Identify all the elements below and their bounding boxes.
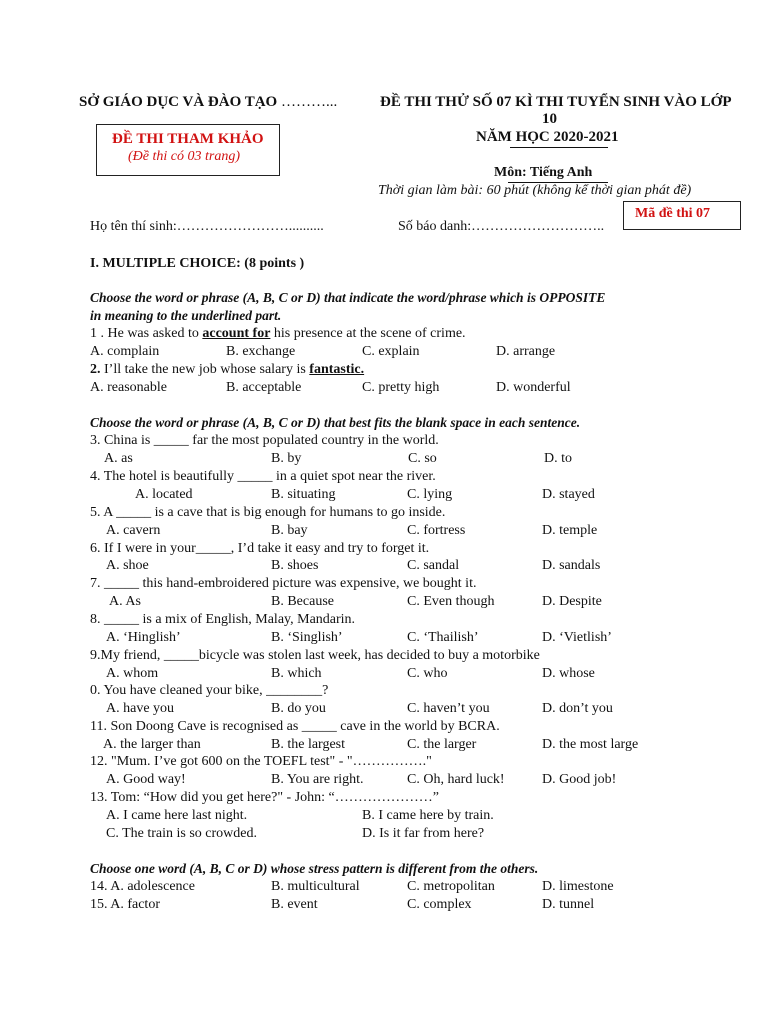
department-heading: SỞ GIÁO DỤC VÀ ĐÀO TẠO ………... — [79, 94, 338, 110]
q3-option-b: B. by — [271, 451, 302, 466]
question-12: 12. "Mum. I’ve got 600 on the TOEFL test" - "……………." — [90, 754, 432, 769]
q5-option-d: D. temple — [542, 523, 598, 538]
q2-option-a: A. reasonable — [90, 380, 167, 395]
q11-option-d: D. the most large — [542, 737, 639, 752]
q10-option-b: B. do you — [271, 701, 326, 716]
candidate-name-field: Họ tên thí sinh:…………………….......... — [90, 219, 324, 234]
q13-option-a: A. I came here last night. — [106, 808, 248, 823]
q10-option-c: C. haven’t you — [407, 701, 490, 716]
q8-option-c: C. ‘Thailish’ — [407, 630, 479, 645]
exam-code: Mã đề thi 07 — [635, 206, 711, 221]
instruction-opposite-line1: Choose the word or phrase (A, B, C or D) that indicate the word/phrase which is OPPOSITE — [90, 290, 606, 305]
q6-option-d: D. sandals — [542, 558, 601, 573]
instruction-stress: Choose one word (A, B, C or D) whose stress pattern is different from the others. — [90, 861, 539, 876]
q8-option-a: A. ‘Hinglish’ — [106, 630, 181, 645]
q8-option-b: B. ‘Singlish’ — [271, 630, 343, 645]
q7-option-c: C. Even though — [407, 594, 495, 609]
q4-option-d: D. stayed — [542, 487, 595, 502]
q3-option-c: C. so — [408, 451, 437, 466]
q9-option-b: B. which — [271, 666, 322, 681]
section-title: I. MULTIPLE CHOICE: (8 points ) — [90, 256, 305, 271]
q11-option-b: B. the largest — [271, 737, 346, 752]
q15-option-d: D. tunnel — [542, 897, 595, 912]
q12-option-c: C. Oh, hard luck! — [407, 772, 505, 787]
question-9: 9.My friend, _____bicycle was stolen last week, has decided to buy a motorbike — [90, 648, 540, 663]
exam-time: Thời gian làm bài: 60 phút (không kể thời gian phát đề) — [378, 183, 692, 198]
subject: Môn: Tiếng Anh — [494, 165, 593, 180]
instruction-fill-blank: Choose the word or phrase (A, B, C or D) that best fits the blank space in each sentence. — [90, 415, 581, 430]
q1-option-d: D. arrange — [496, 344, 556, 359]
q9-option-a: A. whom — [106, 666, 159, 681]
year-underline — [510, 147, 608, 148]
q6-option-a: A. shoe — [106, 558, 149, 573]
candidate-id-field: Số báo danh:……………………….. — [398, 219, 605, 234]
underlined-phrase: fantastic. — [309, 362, 365, 377]
q6-option-c: C. sandal — [407, 558, 460, 573]
q2-option-b: B. acceptable — [226, 380, 302, 395]
q4-option-b: B. situating — [271, 487, 336, 502]
q12-option-b: B. You are right. — [271, 772, 364, 787]
q12-option-a: A. Good way! — [106, 772, 186, 787]
q1-option-c: C. explain — [362, 344, 420, 359]
q14-option-b: B. multicultural — [271, 879, 360, 894]
instruction-opposite-line2: in meaning to the underlined part. — [90, 308, 282, 323]
q5-option-c: C. fortress — [407, 523, 466, 538]
q12-option-d: D. Good job! — [542, 772, 617, 787]
q5-option-a: A. cavern — [106, 523, 161, 538]
underlined-phrase: account for — [202, 326, 271, 341]
q14-option-d: D. limestone — [542, 879, 614, 894]
q4-option-a: A. located — [135, 487, 193, 502]
q1-option-b: B. exchange — [226, 344, 296, 359]
question-10: 0. You have cleaned your bike, ________? — [90, 683, 329, 698]
q9-option-d: D. whose — [542, 666, 595, 681]
q2-option-c: C. pretty high — [362, 380, 440, 395]
question-7: 7. _____ this hand-embroidered picture was expensive, we bought it. — [90, 576, 477, 591]
question-5: 5. A _____ is a cave that is big enough for humans to go inside. — [90, 505, 446, 520]
q10-option-d: D. don’t you — [542, 701, 613, 716]
q10-option-a: A. have you — [106, 701, 175, 716]
reference-exam-title: ĐỀ THI THAM KHẢO — [112, 131, 264, 147]
q6-option-b: B. shoes — [271, 558, 319, 573]
question-1: 1 . He was asked to account for his presence at the scene of crime. — [90, 326, 466, 341]
exam-title-line1: ĐỀ THI THỬ SỐ 07 KÌ THI TUYỂN SINH VÀO LỚP — [380, 94, 732, 110]
q1-option-a: A. complain — [90, 344, 160, 359]
q13-option-d: D. Is it far from here? — [362, 826, 485, 841]
page-count-note: (Đề thi có 03 trang) — [128, 149, 240, 164]
q15-option-b: B. event — [271, 897, 318, 912]
q9-option-c: C. who — [407, 666, 448, 681]
q5-option-b: B. bay — [271, 523, 308, 538]
q7-option-d: D. Despite — [542, 594, 602, 609]
q13-option-b: B. I came here by train. — [362, 808, 494, 823]
q11-option-c: C. the larger — [407, 737, 477, 752]
question-3: 3. China is _____ far the most populated country in the world. — [90, 433, 439, 448]
school-year: NĂM HỌC 2020-2021 — [476, 129, 619, 145]
q14-option-a: 14. A. adolescence — [90, 879, 195, 894]
question-4: 4. The hotel is beautifully _____ in a quiet spot near the river. — [90, 469, 436, 484]
q4-option-c: C. lying — [407, 487, 453, 502]
question-8: 8. _____ is a mix of English, Malay, Mandarin. — [90, 612, 356, 627]
q3-option-a: A. as — [104, 451, 133, 466]
q7-option-a: A. As — [109, 594, 141, 609]
q7-option-b: B. Because — [271, 594, 334, 609]
question-13: 13. Tom: “How did you get here?" - John: “…………………” — [90, 790, 439, 805]
q14-option-c: C. metropolitan — [407, 879, 495, 894]
q11-option-a: A. the larger than — [103, 737, 201, 752]
q15-option-a: 15. A. factor — [90, 897, 160, 912]
q15-option-c: C. complex — [407, 897, 472, 912]
q3-option-d: D. to — [544, 451, 572, 466]
q2-option-d: D. wonderful — [496, 380, 571, 395]
question-6: 6. If I were in your_____, I’d take it easy and try to forget it. — [90, 541, 430, 556]
exam-title-line2: 10 — [542, 111, 557, 127]
q8-option-d: D. ‘Vietlish’ — [542, 630, 612, 645]
question-2: 2. I’ll take the new job whose salary is fantastic. — [90, 362, 365, 377]
question-11: 11. Son Doong Cave is recognised as _____ cave in the world by BCRA. — [90, 719, 500, 734]
q13-option-c: C. The train is so crowded. — [106, 826, 257, 841]
